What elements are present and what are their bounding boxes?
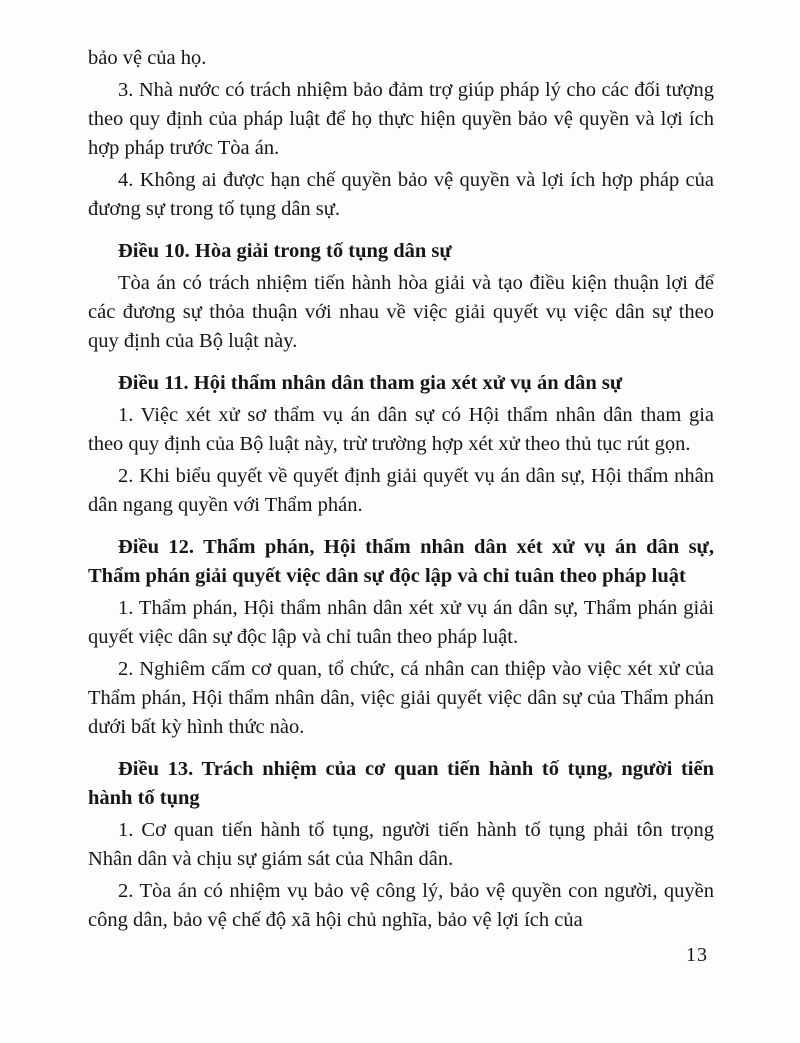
- body-paragraph: 4. Không ai được hạn chế quyền bảo vệ quyền và lợi ích hợp pháp của đương sự trong tố tụng dân sự.: [88, 169, 714, 220]
- body-paragraph: 2. Tòa án có nhiệm vụ bảo vệ công lý, bảo vệ quyền con người, quyền công dân, bảo vệ chế độ xã hội chủ nghĩa, bảo vệ lợi ích của: [88, 880, 714, 931]
- continuation-paragraph: bảo vệ của họ.: [88, 47, 207, 69]
- body-paragraph: 2. Nghiêm cấm cơ quan, tổ chức, cá nhân can thiệp vào việc xét xử của Thẩm phán, Hội thẩm nhân dân, việc giải quyết việc dân sự của Thẩm phán dưới bất kỳ hình thức nào.: [88, 658, 714, 738]
- heading-dieu-12: Điều 12. Thẩm phán, Hội thẩm nhân dân xét xử vụ án dân sự, Thẩm phán giải quyết việc dân sự độc lập và chỉ tuân theo pháp luật: [88, 536, 714, 587]
- body-paragraph: 1. Thẩm phán, Hội thẩm nhân dân xét xử vụ án dân sự, Thẩm phán giải quyết việc dân sự độc lập và chỉ tuân theo pháp luật.: [88, 597, 714, 648]
- heading-dieu-10: Điều 10. Hòa giải trong tố tụng dân sự: [118, 240, 452, 262]
- body-paragraph: 2. Khi biểu quyết về quyết định giải quyết vụ án dân sự, Hội thẩm nhân dân ngang quyền với Thẩm phán.: [88, 465, 714, 516]
- body-paragraph: 3. Nhà nước có trách nhiệm bảo đảm trợ giúp pháp lý cho các đối tượng theo quy định của pháp luật để họ thực hiện quyền bảo vệ quyền và lợi ích hợp pháp trước Tòa án.: [88, 79, 714, 159]
- body-paragraph: Tòa án có trách nhiệm tiến hành hòa giải và tạo điều kiện thuận lợi để các đương sự thỏa thuận với nhau về việc giải quyết vụ việc dân sự theo quy định của Bộ luật này.: [88, 272, 714, 352]
- body-paragraph: 1. Cơ quan tiến hành tố tụng, người tiến hành tố tụng phải tôn trọng Nhân dân và chịu sự giám sát của Nhân dân.: [88, 819, 714, 870]
- body-paragraph: 1. Việc xét xử sơ thẩm vụ án dân sự có Hội thẩm nhân dân tham gia theo quy định của Bộ luật này, trừ trường hợp xét xử theo thủ tục rút gọn.: [88, 404, 714, 455]
- text-column: [88, 44, 714, 935]
- page-number: 13: [686, 944, 708, 966]
- heading-dieu-11: Điều 11. Hội thẩm nhân dân tham gia xét xử vụ án dân sự: [118, 372, 623, 394]
- heading-dieu-13: Điều 13. Trách nhiệm của cơ quan tiến hành tố tụng, người tiến hành tố tụng: [88, 758, 714, 809]
